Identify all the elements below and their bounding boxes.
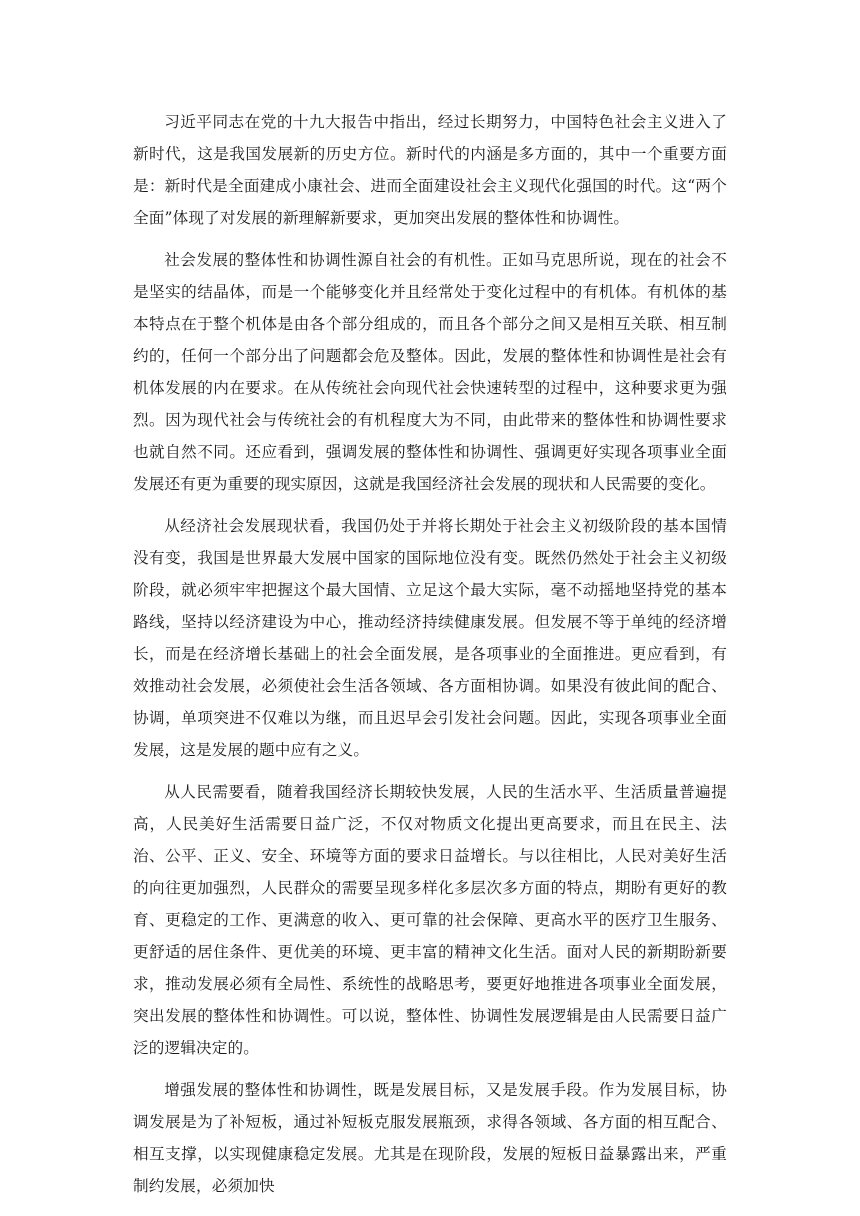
document-body [133,106,727,1212]
paragraph-5: 增强发展的整体性和协调性，既是发展目标，又是发展手段。作为发展目标，协调发展是为了补短板，通过补短板克服发展瓶颈，求得各领域、各方面的相互配合、相互支撑，以实现健康稳定发展。尤其是在现阶段，发展的短板日益暴露出来，严重制约发展，必须加快 [133,1081,727,1195]
paragraph-2: 社会发展的整体性和协调性源自社会的有机性。正如马克思所说，现在的社会不是坚实的结晶体，而是一个能够变化并且经常处于变化过程中的有机体。有机体的基本特点在于整个机体是由各个部分组成的，而且各个部分之间又是相互关联、相互制约的，任何一个部分出了问题都会危及整体。因此，发展的整体性和协调性是社会有机体发展的内在要求。在从传统社会向现代社会快速转型的过程中，这种要求更为强烈。因为现代社会与传统社会的有机程度大为不同，由此带来的整体性和协调性要求也就自然不同。还应看到，强调发展的整体性和协调性、强调更好实现各项事业全面发展还有更为重要的现实原因，这就是我国经济社会发展的现状和人民需要的变化。 [133,251,727,493]
paragraph-3: 从经济社会发展现状看，我国仍处于并将长期处于社会主义初级阶段的基本国情没有变，我国是世界最大发展中国家的国际地位没有变。既然仍然处于社会主义初级阶段，就必须牢牢把握这个最大国情、立足这个最大实际，毫不动摇地坚持党的基本路线，坚持以经济建设为中心，推动经济持续健康发展。但发展不等于单纯的经济增长，而是在经济增长基础上的社会全面发展，是各项事业的全面推进。更应看到，有效推动社会发展，必须使社会生活各领域、各方面相协调。如果没有彼此间的配合、协调，单项突进不仅难以为继，而且迟早会引发社会问题。因此，实现各项事业全面发展，这是发展的题中应有之义。 [133,517,727,759]
paragraph-1: 习近平同志在党的十九大报告中指出，经过长期努力，中国特色社会主义进入了新时代，这是我国发展新的历史方位。新时代的内涵是多方面的，其中一个重要方面是：新时代是全面建成小康社会、进而全面建设社会主义现代化强国的时代。这“两个全面”体现了对发展的新理解新要求，更加突出发展的整体性和协调性。 [133,113,727,227]
paragraph-4: 从人民需要看，随着我国经济长期较快发展，人民的生活水平、生活质量普遍提高，人民美好生活需要日益广泛，不仅对物质文化提出更高要求，而且在民主、法治、公平、正义、安全、环境等方面的要求日益增长。与以往相比，人民对美好生活的向往更加强烈，人民群众的需要呈现多样化多层次多方面的特点，期盼有更好的教育、更稳定的工作、更满意的收入、更可靠的社会保障、更高水平的医疗卫生服务、更舒适的居住条件、更优美的环境、更丰富的精神文化生活。面对人民的新期盼新要求，推动发展必须有全局性、系统性的战略思考，要更好地推进各项事业全面发展，突出发展的整体性和协调性。可以说，整体性、协调性发展逻辑是由人民需要日益广泛的逻辑决定的。 [133,783,727,1057]
